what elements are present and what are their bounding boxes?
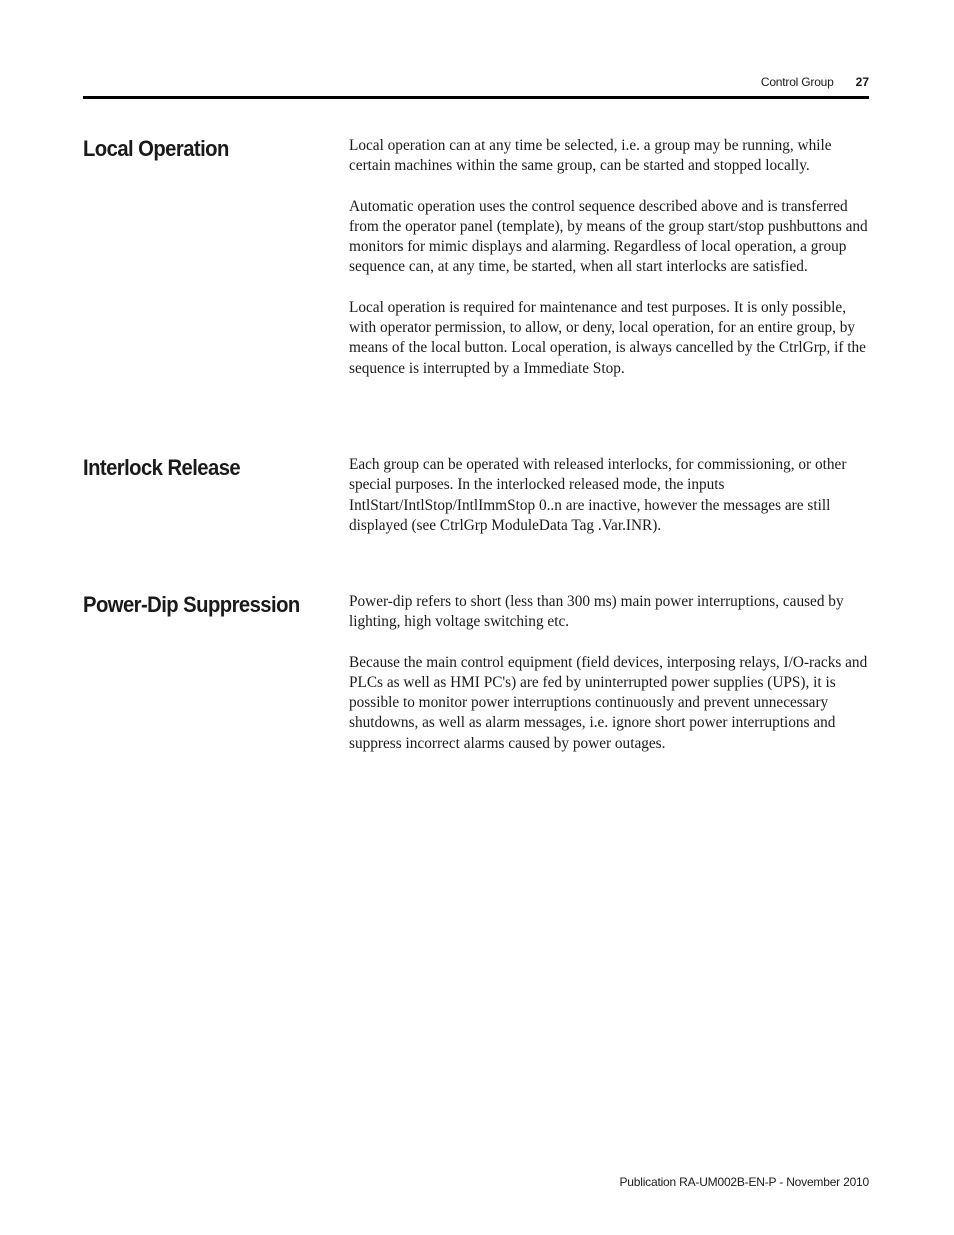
header-section-title: Control Group bbox=[760, 75, 834, 89]
section-body bbox=[349, 592, 869, 774]
paragraph: Local operation can at any time be selected, i.e. a group may be running, while certain machines within the same group, can be started and stopped locally. bbox=[349, 137, 832, 175]
header-rule bbox=[83, 96, 869, 99]
paragraph: Local operation is required for maintenance and test purposes. It is only possible, with operator permission, to allow, or deny, local operation, for an entire group, by means of the local button. Local operation, is always cancelled by the CtrlGrp, if the sequence is interrupted by a Immediate Stop. bbox=[349, 298, 866, 377]
page-number: 27 bbox=[855, 75, 869, 89]
section-body bbox=[349, 455, 869, 556]
paragraph: Each group can be operated with released interlocks, for commissioning, or other special purposes. In the interlocked released mode, the inputs IntlStart/IntlStop/IntlImmStop 0..n are inactive, however the messages are still displayed (see CtrlGrp ModuleData Tag .Var.INR). bbox=[349, 456, 847, 534]
paragraph: Power-dip refers to short (less than 300 ms) main power interruptions, caused by lighting, high voltage switching etc. bbox=[349, 593, 844, 631]
section-body bbox=[349, 136, 869, 399]
section-heading: Power-Dip Suppression bbox=[83, 592, 300, 617]
section-heading: Interlock Release bbox=[83, 455, 241, 480]
paragraph: Because the main control equipment (field devices, interposing relays, I/O-racks and PLCs as well as HMI PC's) are fed by uninterrupted power supplies (UPS), it is possible to monitor power interruptions continuously and prevent unnecessary shutdowns, as well as alarm messages, i.e. ignore short power interruptions and suppress incorrect alarms caused by power outages. bbox=[349, 653, 868, 752]
page-header bbox=[83, 74, 869, 90]
section-heading: Local Operation bbox=[83, 136, 229, 161]
paragraph: Automatic operation uses the control sequence described above and is transferred from the operator panel (template), by means of the group start/stop pushbuttons and monitors for mimic displays and alarming. Regardless of local operation, a group sequence can, at any time, be started, when all start interlocks are satisfied. bbox=[349, 197, 868, 276]
page-footer: Publication RA-UM002B-EN-P - November 2010 bbox=[619, 1175, 869, 1189]
